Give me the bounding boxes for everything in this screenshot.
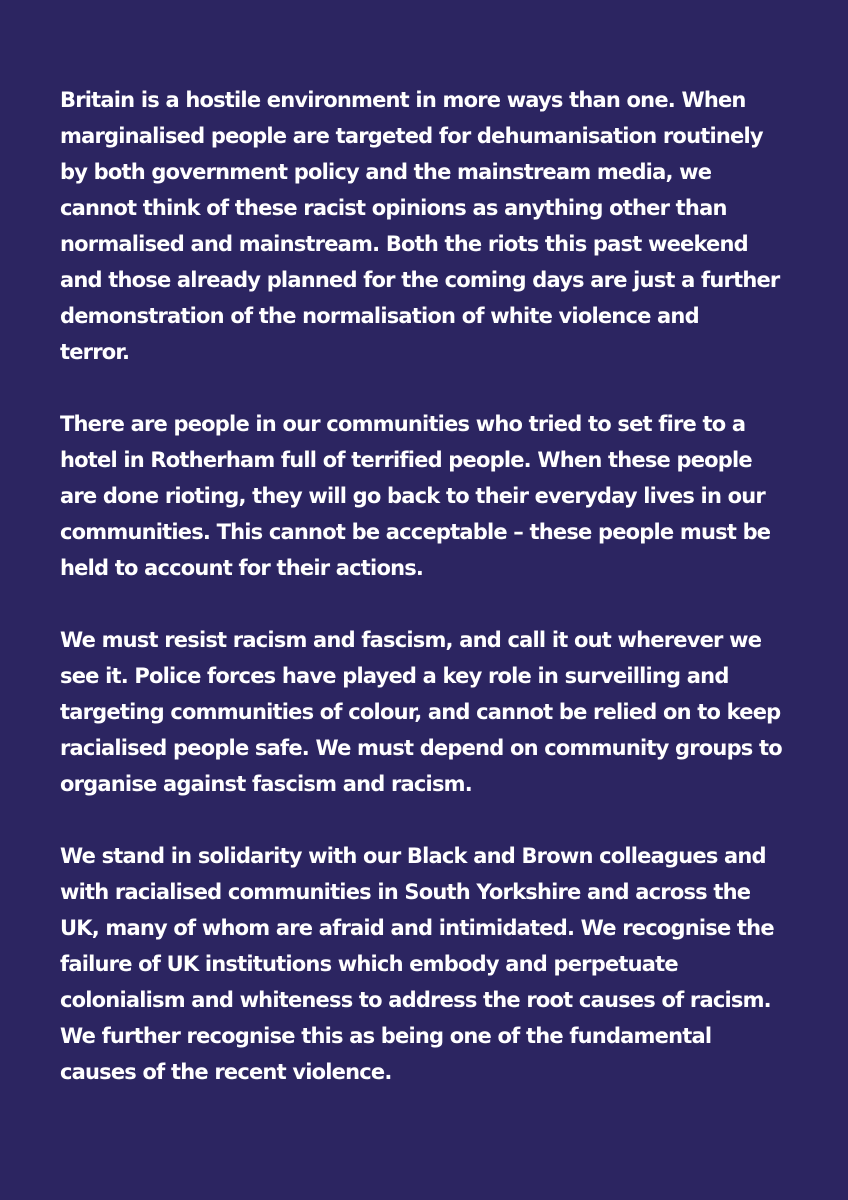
text-line: by both government policy and the mainstream media, we bbox=[60, 160, 712, 184]
text-line: There are people in our communities who tried to set fire to a bbox=[60, 412, 746, 436]
text-line: terror. bbox=[60, 340, 130, 364]
text-line: organise against fascism and racism. bbox=[60, 772, 472, 796]
text-line: marginalised people are targeted for dehumanisation routinely bbox=[60, 124, 763, 148]
paragraph-resist-racism bbox=[60, 622, 808, 802]
text-line: racialised people safe. We must depend on community groups to bbox=[60, 736, 782, 760]
text-line: UK, many of whom are afraid and intimidated. We recognise the bbox=[60, 916, 774, 940]
text-line: Britain is a hostile environment in more ways than one. When bbox=[60, 88, 746, 112]
text-line: demonstration of the normalisation of white violence and bbox=[60, 304, 699, 328]
text-line: causes of the recent violence. bbox=[60, 1060, 392, 1084]
text-line: and those already planned for the coming days are just a further bbox=[60, 268, 780, 292]
text-line: We stand in solidarity with our Black and Brown colleagues and bbox=[60, 844, 766, 868]
text-line: We must resist racism and fascism, and call it out wherever we bbox=[60, 628, 762, 652]
paragraph-hostile-environment bbox=[60, 82, 808, 370]
text-line: targeting communities of colour, and cannot be relied on to keep bbox=[60, 700, 781, 724]
text-line: are done rioting, they will go back to their everyday lives in our bbox=[60, 484, 765, 508]
text-line: cannot think of these racist opinions as anything other than bbox=[60, 196, 727, 220]
text-line: held to account for their actions. bbox=[60, 556, 424, 580]
text-line: normalised and mainstream. Both the riots this past weekend bbox=[60, 232, 748, 256]
text-line: with racialised communities in South Yorkshire and across the bbox=[60, 880, 751, 904]
text-line: communities. This cannot be acceptable – these people must be bbox=[60, 520, 771, 544]
text-line: colonialism and whiteness to address the root causes of racism. bbox=[60, 988, 771, 1012]
text-line: failure of UK institutions which embody and perpetuate bbox=[60, 952, 678, 976]
text-line: hotel in Rotherham full of terrified people. When these people bbox=[60, 448, 752, 472]
text-line: We further recognise this as being one of the fundamental bbox=[60, 1024, 712, 1048]
paragraph-rotherham bbox=[60, 406, 808, 586]
paragraph-solidarity bbox=[60, 838, 808, 1090]
text-line: see it. Police forces have played a key role in surveilling and bbox=[60, 664, 729, 688]
